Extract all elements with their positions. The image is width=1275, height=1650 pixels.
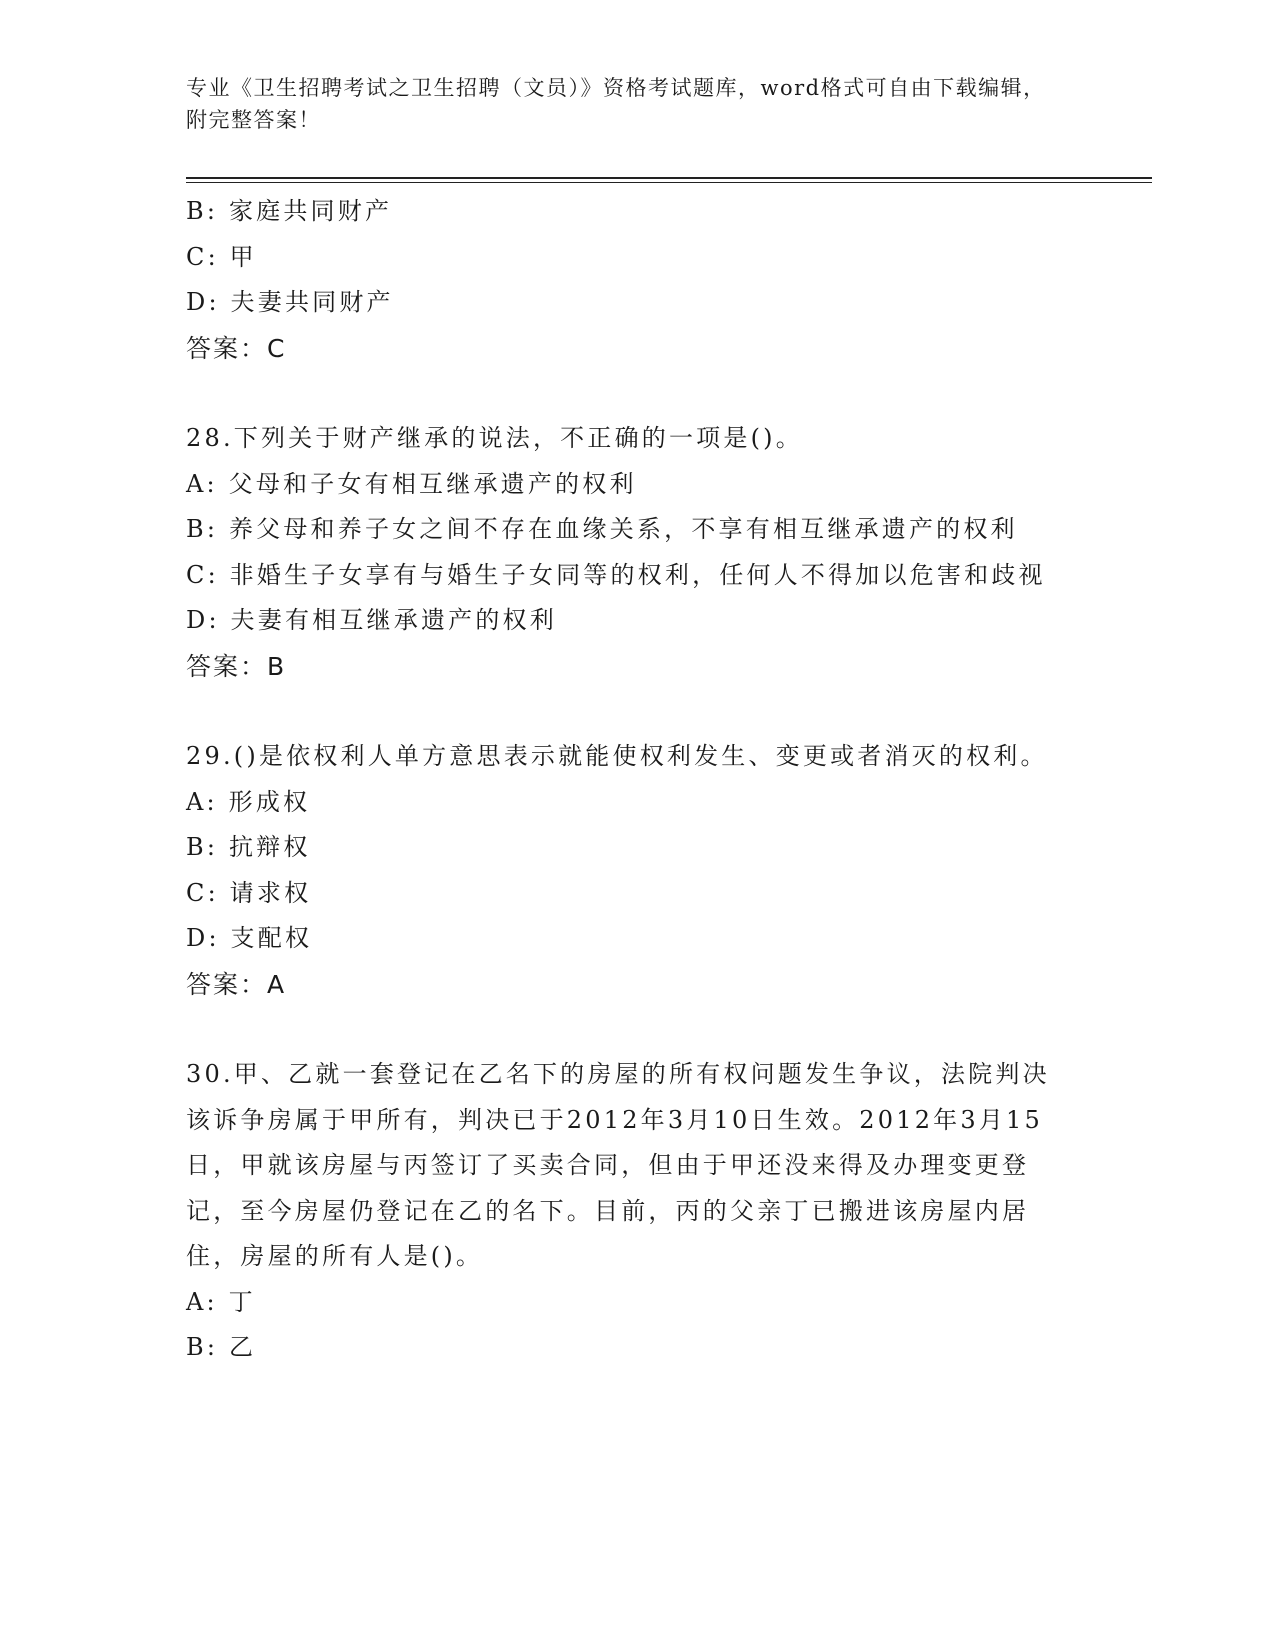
prev-question-block: [186, 189, 1076, 371]
option-b: B: 养父母和养子女之间不存在血缘关系，不享有相互继承遗产的权利: [186, 515, 1018, 543]
question-28-stem: 28.下列关于财产继承的说法，不正确的一项是()。: [186, 424, 803, 452]
option-c: C: 甲: [186, 242, 257, 271]
answer-line: 答案：B: [186, 651, 287, 681]
question-30-stem: 30.甲、乙就一套登记在乙名下的房屋的所有权问题发生争议，法院判决该诉争房属于甲所有，判决已于2012年3月10日生效。2012年3月15日，甲就该房屋与丙签订了买卖合同，但由于甲还没来得及办理变更登记，至今房屋仍登记在乙的名下。目前，丙的父亲丁已搬进该房屋内居住，房屋的所有人是()。: [186, 1060, 1050, 1270]
header-divider-thin: [186, 182, 1152, 183]
question-30-block: [186, 1052, 1076, 1371]
spacer: [186, 1007, 1076, 1052]
option-b: B: 乙: [186, 1333, 257, 1361]
spacer: [186, 689, 1076, 734]
answer-line: 答案：A: [186, 969, 287, 999]
header-divider-thick: [186, 177, 1152, 179]
answer-line: 答案：C: [186, 333, 287, 363]
question-29-block: [186, 734, 1076, 1007]
option-a: A: 形成权: [186, 787, 311, 816]
page-header: 专业《卫生招聘考试之卫生招聘（文员）》资格考试题库，word格式可自由下载编辑，附完整答案！: [186, 76, 1046, 132]
option-c: C: 请求权: [186, 878, 312, 907]
question-29-stem: 29.()是依权利人单方意思表示就能使权利发生、变更或者消灭的权利。: [186, 742, 1048, 770]
question-28-block: [186, 416, 1076, 689]
option-c: C: 非婚生子女享有与婚生子女同等的权利，任何人不得加以危害和歧视: [186, 560, 1046, 589]
option-d: D: 支配权: [186, 924, 313, 952]
option-a: A: 丁: [186, 1287, 256, 1316]
option-b: B: 抗辩权: [186, 833, 311, 861]
option-a: A: 父母和子女有相互继承遗产的权利: [186, 469, 637, 498]
spacer: [186, 371, 1076, 416]
option-d: D: 夫妻共同财产: [186, 288, 394, 316]
option-b: B: 家庭共同财产: [186, 197, 393, 225]
option-d: D: 夫妻有相互继承遗产的权利: [186, 606, 557, 634]
question-content: [186, 189, 1076, 1371]
